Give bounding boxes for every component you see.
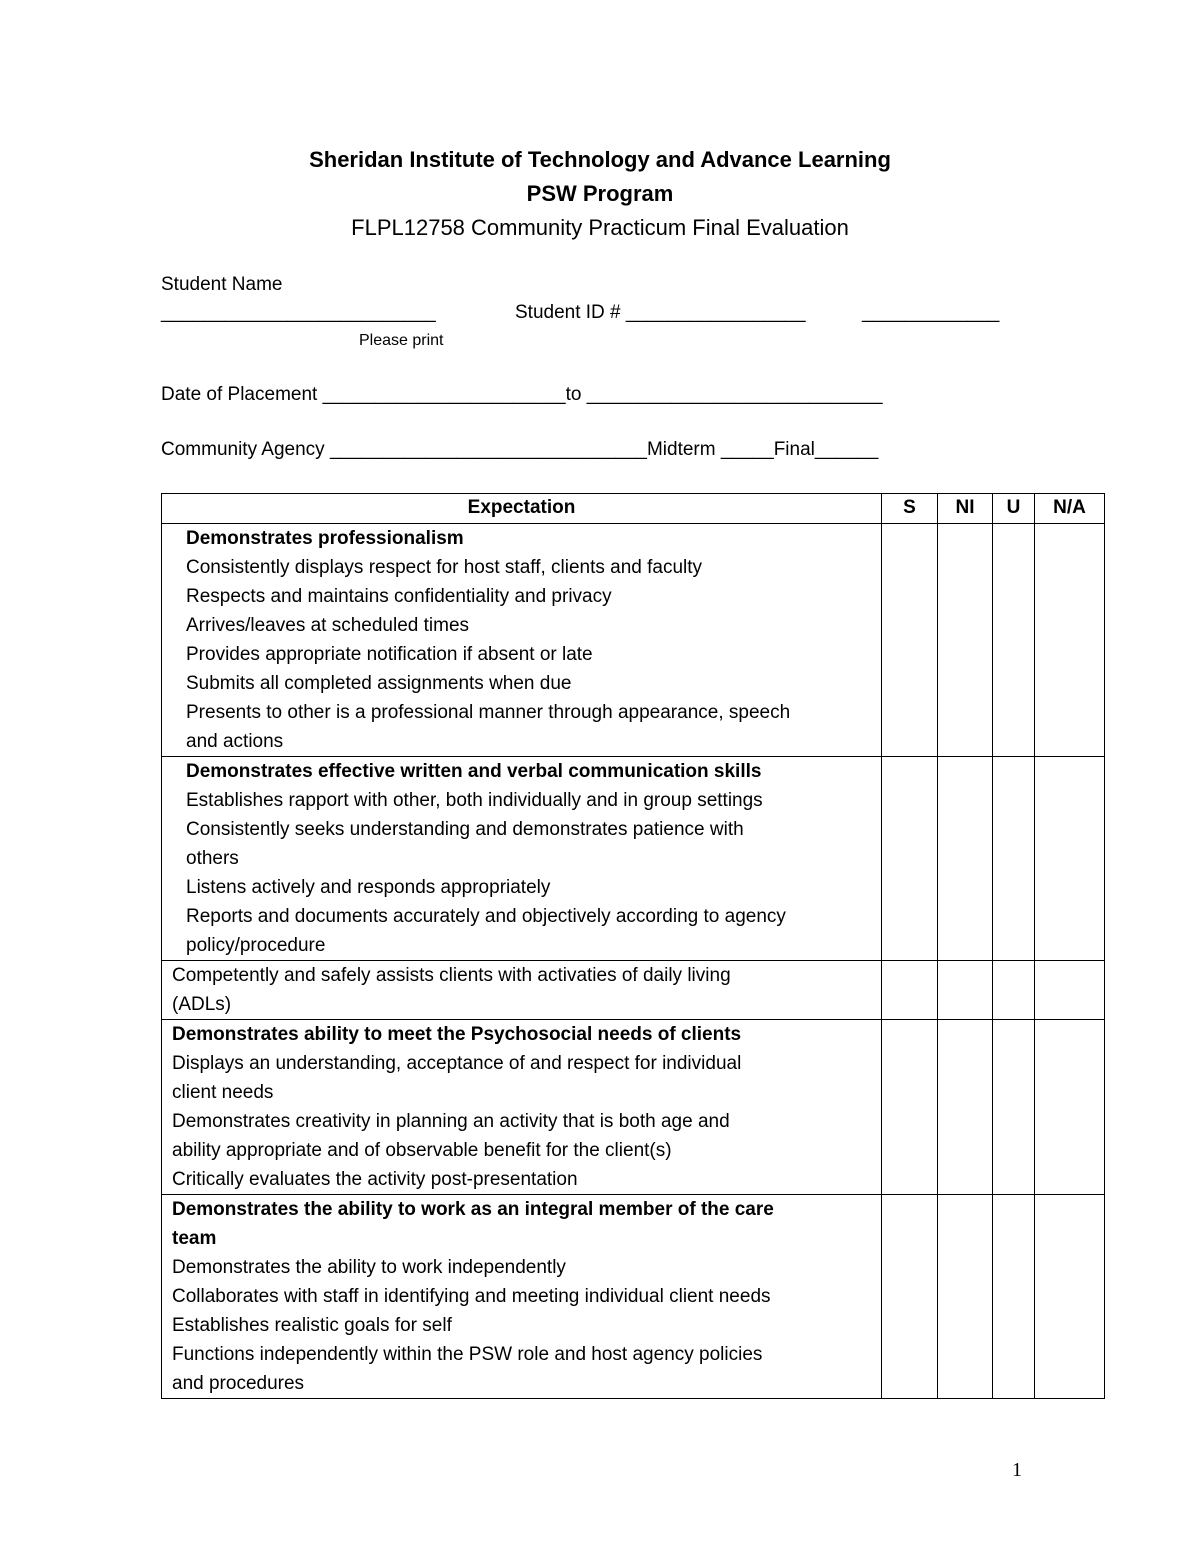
table-header-row bbox=[162, 494, 1105, 524]
rating-cell-s[interactable] bbox=[882, 1020, 938, 1195]
course-title: FLPL12758 Community Practicum Final Evaluation bbox=[351, 215, 849, 240]
criterion-professionalism bbox=[162, 524, 882, 757]
criterion-line: Reports and documents accurately and objectively according to agency bbox=[186, 906, 786, 927]
student-name-label: Student Name bbox=[161, 274, 283, 295]
header-na: N/A bbox=[1035, 494, 1105, 524]
program-title: PSW Program bbox=[526, 181, 674, 206]
header-u: U bbox=[993, 494, 1035, 524]
criterion-line: Provides appropriate notification if absent or late bbox=[186, 644, 593, 665]
rating-cell-s[interactable] bbox=[882, 961, 938, 1020]
student-id-field[interactable]: Student ID # _________________ bbox=[515, 302, 806, 323]
rating-cell-na[interactable] bbox=[1035, 524, 1105, 757]
table-row bbox=[162, 1195, 1105, 1399]
rating-cell-u[interactable] bbox=[993, 1020, 1035, 1195]
header-ni: NI bbox=[938, 494, 993, 524]
criterion-psychosocial bbox=[162, 1020, 882, 1195]
document-header bbox=[0, 143, 1200, 245]
evaluation-table bbox=[161, 493, 1105, 1399]
rating-cell-ni[interactable] bbox=[938, 1020, 993, 1195]
rating-cell-na[interactable] bbox=[1035, 1020, 1105, 1195]
criterion-line: others bbox=[186, 848, 239, 869]
criterion-line: and procedures bbox=[172, 1373, 305, 1394]
criterion-line: ability appropriate and of observable benefit for the client(s) bbox=[172, 1140, 672, 1161]
rating-cell-na[interactable] bbox=[1035, 961, 1105, 1020]
criterion-line: Consistently displays respect for host staff, clients and faculty bbox=[186, 557, 703, 578]
criterion-line: Respects and maintains confidentiality and privacy bbox=[186, 586, 612, 607]
criterion-line: Arrives/leaves at scheduled times bbox=[186, 615, 470, 636]
criterion-line: Critically evaluates the activity post-presentation bbox=[172, 1169, 578, 1190]
student-id-extra-line[interactable]: _____________ bbox=[862, 302, 1000, 323]
rating-cell-ni[interactable] bbox=[938, 524, 993, 757]
criterion-line: Collaborates with staff in identifying and meeting individual client needs bbox=[172, 1286, 771, 1307]
criterion-title-continued: team bbox=[172, 1228, 217, 1249]
rating-cell-u[interactable] bbox=[993, 757, 1035, 961]
rating-cell-ni[interactable] bbox=[938, 1195, 993, 1399]
criterion-line: Presents to other is a professional manner through appearance, speech bbox=[186, 702, 791, 723]
rating-cell-na[interactable] bbox=[1035, 1195, 1105, 1399]
rating-cell-s[interactable] bbox=[882, 1195, 938, 1399]
rating-cell-s[interactable] bbox=[882, 757, 938, 961]
criterion-line: Consistently seeks understanding and demonstrates patience with bbox=[186, 819, 744, 840]
student-name-field[interactable]: __________________________ bbox=[161, 302, 436, 323]
criterion-title: Demonstrates the ability to work as an integral member of the care bbox=[172, 1199, 774, 1220]
rating-cell-u[interactable] bbox=[993, 1195, 1035, 1399]
criterion-line: policy/procedure bbox=[186, 935, 326, 956]
criterion-line: Establishes rapport with other, both individually and in group settings bbox=[186, 790, 763, 811]
rating-cell-na[interactable] bbox=[1035, 757, 1105, 961]
criterion-line: Listens actively and responds appropriately bbox=[186, 877, 551, 898]
criterion-line: Functions independently within the PSW role and host agency policies bbox=[172, 1344, 763, 1365]
criterion-title: Demonstrates ability to meet the Psychosocial needs of clients bbox=[172, 1024, 742, 1045]
header-expectation: Expectation bbox=[162, 494, 882, 524]
criterion-line: (ADLs) bbox=[172, 994, 232, 1015]
criterion-line: and actions bbox=[186, 731, 284, 752]
criterion-title: Demonstrates professionalism bbox=[186, 528, 464, 549]
table-row bbox=[162, 524, 1105, 757]
criterion-adls bbox=[162, 961, 882, 1020]
table-row bbox=[162, 961, 1105, 1020]
criterion-communication bbox=[162, 757, 882, 961]
rating-cell-ni[interactable] bbox=[938, 961, 993, 1020]
table-row bbox=[162, 757, 1105, 961]
criterion-line: Demonstrates the ability to work independently bbox=[172, 1257, 566, 1278]
criterion-line: Competently and safely assists clients with activaties of daily living bbox=[172, 965, 731, 986]
criterion-line: Demonstrates creativity in planning an activity that is both age and bbox=[172, 1111, 730, 1132]
date-of-placement-field[interactable]: Date of Placement _______________________to ____________________________ bbox=[161, 384, 883, 405]
community-agency-field[interactable]: Community Agency ______________________________Midterm _____Final______ bbox=[161, 439, 879, 460]
criterion-title: Demonstrates effective written and verbal communication skills bbox=[186, 761, 762, 782]
rating-cell-s[interactable] bbox=[882, 524, 938, 757]
page-number: 1 bbox=[1012, 1459, 1022, 1481]
rating-cell-u[interactable] bbox=[993, 524, 1035, 757]
table-row bbox=[162, 1020, 1105, 1195]
header-s: S bbox=[882, 494, 938, 524]
rating-cell-ni[interactable] bbox=[938, 757, 993, 961]
rating-cell-u[interactable] bbox=[993, 961, 1035, 1020]
institution-title: Sheridan Institute of Technology and Advance Learning bbox=[309, 147, 891, 172]
criterion-line: Displays an understanding, acceptance of and respect for individual bbox=[172, 1053, 742, 1074]
criterion-care-team bbox=[162, 1195, 882, 1399]
criterion-line: client needs bbox=[172, 1082, 274, 1103]
criterion-line: Submits all completed assignments when due bbox=[186, 673, 572, 694]
criterion-line: Establishes realistic goals for self bbox=[172, 1315, 452, 1336]
please-print-note: Please print bbox=[359, 332, 444, 349]
